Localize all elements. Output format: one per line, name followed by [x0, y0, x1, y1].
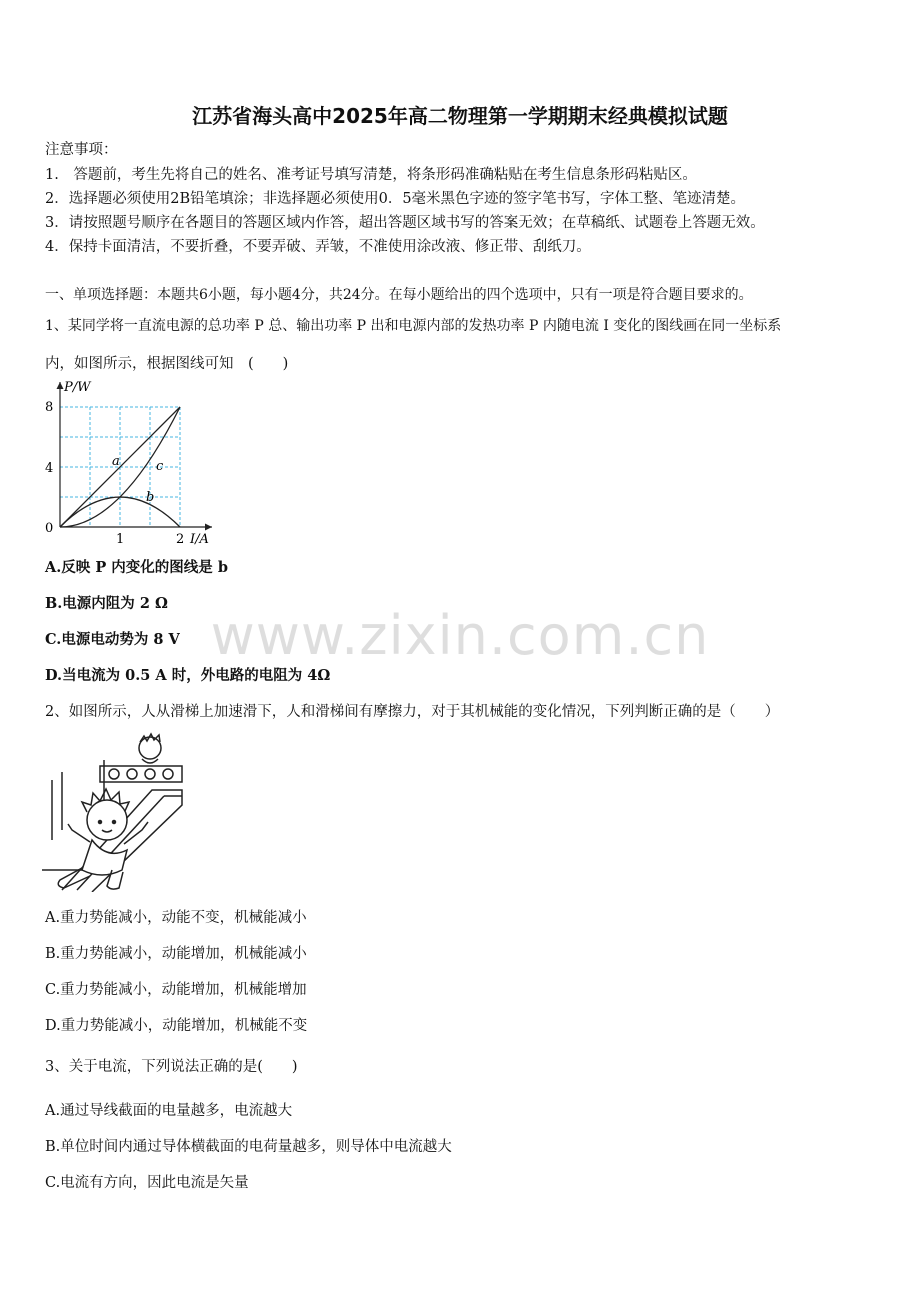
section-1-header: 一、单项选择题：本题共6小题，每小题4分，共24分。在每小题给出的四个选项中，只有一项是符合题目要求的。: [45, 287, 753, 303]
q1-option-d: D.当电流为 0.5 A 时，外电路的电阻为 4Ω: [45, 667, 331, 684]
q1-option-b: B.电源内阻为 2 Ω: [45, 595, 168, 612]
curve-label-a: a: [112, 454, 120, 469]
notes-heading: 注意事项：: [45, 142, 118, 158]
q2-option-c: C.重力势能减小，动能增加，机械能增加: [45, 982, 307, 998]
q2-slide-illustration: [42, 730, 187, 892]
x-tick-2: 2: [176, 532, 185, 547]
q1-power-current-graph: [40, 376, 225, 551]
y-tick-8: 8: [45, 400, 54, 415]
q2-option-a: A.重力势能减小，动能不变，机械能减小: [45, 910, 307, 926]
notes-item-4: 4．保持卡面清洁，不要折叠，不要弄破、弄皱，不准使用涂改液、修正带、刮纸刀。: [45, 239, 591, 255]
x-axis-label: I/A: [190, 532, 209, 547]
notes-item-3: 3．请按照题号顺序在各题目的答题区域内作答，超出答题区域书写的答案无效；在草稿纸、试题卷上答题无效。: [45, 215, 765, 231]
watermark: www.zixin.com.cn: [210, 604, 710, 667]
curve-label-b: b: [146, 490, 155, 505]
notes-item-2: 2．选择题必须使用2B铅笔填涂；非选择题必须使用0．5毫米黑色字迹的签字笔书写，字体工整、笔迹清楚。: [45, 191, 746, 207]
q1-option-c: C.电源电动势为 8 V: [45, 631, 180, 648]
y-tick-0: 0: [45, 521, 54, 536]
curve-label-c: c: [156, 459, 164, 474]
notes-item-1: 1. 答题前，考生先将自己的姓名、准考证号填写清楚，将条形码准确粘贴在考生信息条形码粘贴区。: [45, 167, 697, 183]
q3-option-b: B.单位时间内通过导体横截面的电荷量越多，则导体中电流越大: [45, 1139, 452, 1155]
q1-stem-line-1: 1、某同学将一直流电源的总功率 P 总、输出功率 P 出和电源内部的发热功率 P 内随电流 I 变化的图线画在同一坐标系: [45, 318, 782, 334]
q3-option-c: C.电流有方向，因此电流是矢量: [45, 1175, 249, 1191]
page-title: 江苏省海头高中2025年高二物理第一学期期末经典模拟试题: [192, 104, 728, 128]
q1-option-a: A.反映 P 内变化的图线是 b: [45, 559, 228, 576]
q3-option-a: A.通过导线截面的电量越多，电流越大: [45, 1103, 293, 1119]
y-axis-label: P/W: [64, 380, 91, 395]
q2-option-d: D.重力势能减小，动能增加，机械能不变: [45, 1018, 308, 1034]
q1-stem-line-2: 内，如图所示，根据图线可知 ( ): [45, 356, 289, 372]
q2-option-b: B.重力势能减小，动能增加，机械能减小: [45, 946, 307, 962]
q2-stem: 2、如图所示，人从滑梯上加速滑下，人和滑梯间有摩擦力，对于其机械能的变化情况，下列判断正确的是（ ）: [45, 704, 780, 720]
y-tick-4: 4: [45, 461, 54, 476]
q3-stem: 3、关于电流，下列说法正确的是( ): [45, 1059, 298, 1075]
x-tick-1: 1: [116, 532, 125, 547]
